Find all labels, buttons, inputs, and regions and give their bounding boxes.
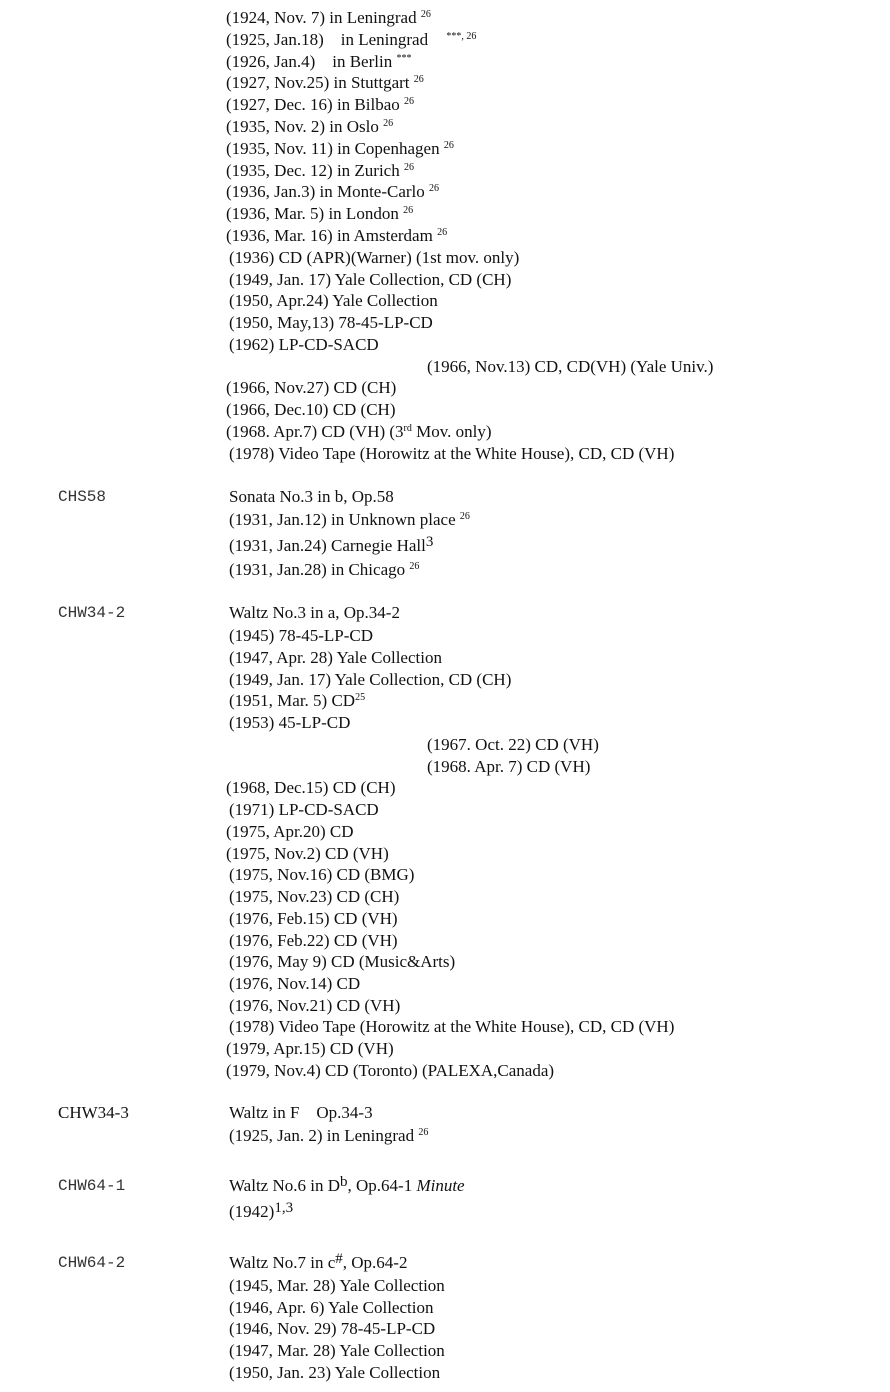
recording-entry: (1950, Apr.24) Yale Collection: [229, 291, 438, 310]
work-title: Waltz in F Op.34-3: [229, 1103, 373, 1122]
work-title: Waltz No.6 in $D^b$, Op.64-1 Minute: [229, 1174, 465, 1195]
work-code: CHW64-1: [58, 1177, 126, 1195]
work-code: CHW34-3: [58, 1103, 129, 1122]
recording-entry: (1936) CD (APR)(Warner) (1st mov. only): [229, 248, 520, 267]
recording-entry: (1968. Apr. 7) CD (VH): [427, 757, 591, 776]
recording-entry: (1931, Jan.28) in Chicago $^{26}$: [229, 560, 420, 579]
recording-entry: (1968. Apr.7) CD (VH) (3rd Mov. only): [226, 422, 492, 441]
work-title: Waltz No.3 in a, Op.34-2: [229, 603, 400, 622]
recording-entry: (1935, Dec. 12) in Zurich $^{26}$: [226, 161, 414, 180]
work-code: CHW34-2: [58, 604, 126, 622]
recording-entry: (1979, Nov.4) CD (Toronto) (PALEXA,Canada): [226, 1061, 555, 1080]
recording-entry: (1966, Nov.27) CD (CH): [226, 378, 397, 397]
recording-entry: (1936, Mar. 5) in London $^{26}$: [226, 204, 414, 223]
recording-entry: (1976, May 9) CD (Music&Arts): [229, 952, 456, 971]
recording-entry: (1947, Mar. 28) Yale Collection: [229, 1341, 445, 1360]
recording-entry: (1945, Mar. 28) Yale Collection: [229, 1276, 445, 1295]
recording-entry: (1976, Feb.22) CD (VH): [229, 931, 398, 950]
recording-entry: $(1942)^{1,3}$: [229, 1200, 294, 1221]
recording-entry: (1976, Nov.14) CD: [229, 974, 361, 993]
recording-entry: (1925, Jan.18) in Leningrad $^{***, 26}$: [226, 30, 477, 49]
recording-entry: (1935, Nov. 11) in Copenhagen $^{26}$: [226, 139, 454, 158]
recording-entry: (1976, Nov.21) CD (VH): [229, 996, 401, 1015]
recording-entry: (1975, Nov.16) CD (BMG): [229, 865, 415, 884]
recording-entry: (1962) LP-CD-SACD: [229, 335, 379, 354]
recording-entry: (1966, Dec.10) CD (CH): [226, 400, 396, 419]
recording-entry: (1936, Jan.3) in Monte-Carlo $^{26}$: [226, 182, 440, 201]
recording-entry: (1975, Nov.2) CD (VH): [226, 844, 389, 863]
work-code: CHW64-2: [58, 1254, 126, 1272]
recording-entry: (1936, Mar. 16) in Amsterdam $^{26}$: [226, 226, 448, 245]
recording-entry: (1968, Dec.15) CD (CH): [226, 778, 396, 797]
recording-entry: (1975, Nov.23) CD (CH): [229, 887, 400, 906]
recording-entry: (1950, May,13) 78-45-LP-CD: [229, 313, 433, 332]
recording-entry: (1947, Apr. 28) Yale Collection: [229, 648, 442, 667]
recording-entry: (1945) 78-45-LP-CD: [229, 626, 374, 645]
recording-entry: (1966, Nov.13) CD, CD(VH) (Yale Univ.): [427, 357, 714, 376]
work-code: CHS58: [58, 488, 107, 506]
recording-entry: (1976, Feb.15) CD (VH): [229, 909, 398, 928]
recording-entry: (1935, Nov. 2) in Oslo $^{26}$: [226, 117, 394, 136]
recording-entry: (1946, Apr. 6) Yale Collection: [229, 1298, 434, 1317]
recording-entry: (1925, Jan. 2) in Leningrad $^{26}$: [229, 1126, 429, 1145]
recording-entry: (1931, Jan.24) Carnegie Hall$^3$: [229, 534, 434, 555]
recording-entry: (1927, Nov.25) in Stuttgart $^{26}$: [226, 73, 424, 92]
recording-entry: (1950, Jan. 23) Yale Collection: [229, 1363, 441, 1382]
recording-entry: (1949, Jan. 17) Yale Collection, CD (CH): [229, 670, 512, 689]
recording-entry: (1949, Jan. 17) Yale Collection, CD (CH): [229, 270, 512, 289]
recording-entry: (1978) Video Tape (Horowitz at the White House), CD, CD (VH): [229, 444, 675, 463]
recording-entry: (1924, Nov. 7) in Leningrad $^{26}$: [226, 8, 431, 27]
recording-entry: (1979, Apr.15) CD (VH): [226, 1039, 394, 1058]
work-title: Waltz No.7 in c#, Op.64-2: [229, 1251, 408, 1272]
recording-entry: (1967. Oct. 22) CD (VH): [427, 735, 599, 754]
recording-entry: (1971) LP-CD-SACD: [229, 800, 379, 819]
work-title: Sonata No.3 in b, Op.58: [229, 487, 394, 506]
recording-entry: (1951, Mar. 5) CD$^{25}$: [229, 691, 366, 710]
recording-entry: (1978) Video Tape (Horowitz at the White House), CD, CD (VH): [229, 1017, 675, 1036]
recording-entry: (1927, Dec. 16) in Bilbao $^{26}$: [226, 95, 414, 114]
recording-entry: (1953) 45-LP-CD: [229, 713, 351, 732]
recording-entry: (1975, Apr.20) CD: [226, 822, 354, 841]
recording-entry: (1926, Jan.4) in Berlin ***: [226, 52, 412, 71]
recording-entry: (1946, Nov. 29) 78-45-LP-CD: [229, 1319, 436, 1338]
recording-entry: (1931, Jan.12) in Unknown place $^{26}$: [229, 510, 470, 529]
